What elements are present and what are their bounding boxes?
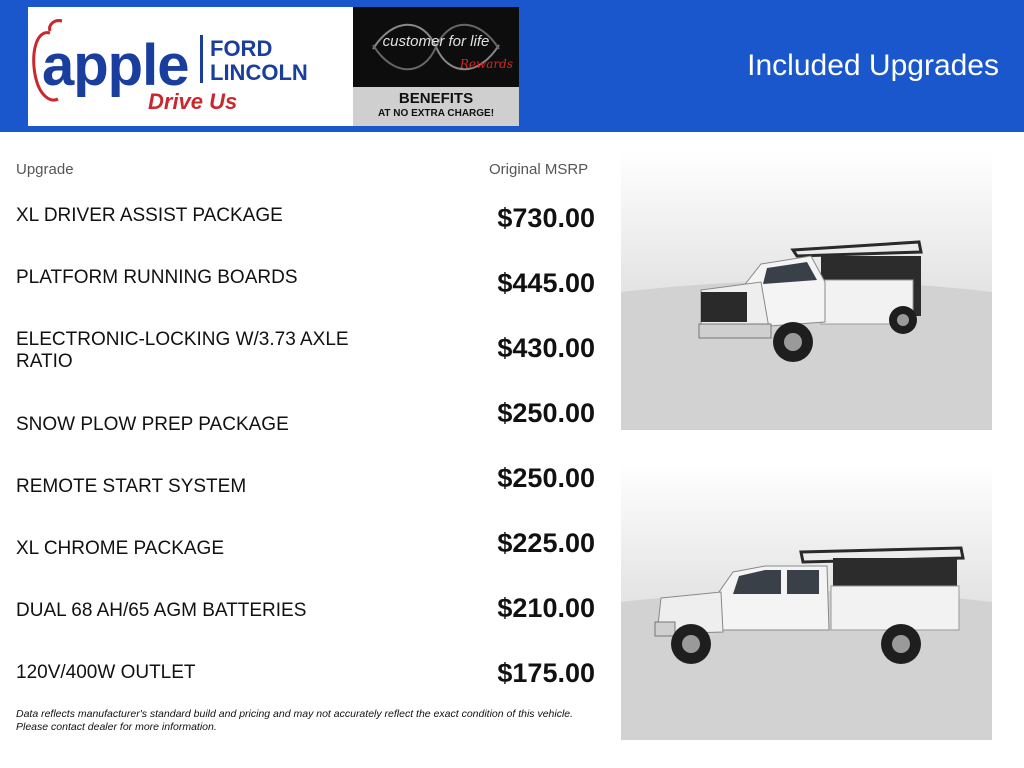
column-header-upgrade: Upgrade (16, 161, 74, 178)
upgrade-name: 120V/400W OUTLET (16, 662, 196, 683)
header-bar (0, 0, 1024, 132)
upgrade-name: XL DRIVER ASSIST PACKAGE (16, 205, 283, 226)
logo-divider (200, 35, 203, 83)
benefits-banner (353, 87, 519, 126)
benefits-subtitle: AT NO EXTRA CHARGE! (377, 108, 495, 119)
page-title: Included Upgrades (747, 49, 999, 82)
dealer-slogan: Drive Us (148, 89, 238, 114)
brand-ford: FORD (210, 36, 273, 61)
cfl-title: customer for life (382, 33, 490, 50)
column-header-msrp: Original MSRP (489, 161, 589, 178)
upgrade-name: XL CHROME PACKAGE (16, 538, 224, 559)
disclaimer (16, 708, 606, 734)
truck-front-three-quarter-icon (621, 152, 992, 430)
upgrade-price: $210.00 (497, 593, 595, 623)
disclaimer-line: Data reflects manufacturer's standard build and pricing and may not accurately reflect the exact condition of this vehicle. (16, 708, 574, 720)
disclaimer-line: Please contact dealer for more information. (16, 721, 217, 733)
cfl-rewards: Rewards (459, 57, 513, 71)
upgrade-name: REMOTE START SYSTEM (16, 476, 247, 497)
upgrade-name: PLATFORM RUNNING BOARDS (16, 267, 298, 288)
upgrade-price: $250.00 (497, 398, 595, 428)
dealer-name: apple (42, 33, 189, 98)
benefits-title: BENEFITS (398, 90, 474, 107)
upgrade-price: $730.00 (497, 203, 595, 233)
upgrade-name: ELECTRONIC-LOCKING W/3.73 AXLE RATIO (16, 329, 349, 372)
brand-names (210, 37, 308, 85)
upgrade-name: SNOW PLOW PREP PACKAGE (16, 414, 289, 435)
truck-side-profile-icon (621, 462, 992, 740)
upgrade-price: $430.00 (497, 333, 595, 363)
upgrade-price: $250.00 (497, 463, 595, 493)
brand-lincoln: LINCOLN (210, 60, 308, 85)
upgrade-price: $175.00 (497, 658, 595, 688)
truck-side-photo[interactable] (621, 462, 992, 740)
dealer-logo[interactable] (28, 7, 353, 126)
upgrade-price: $445.00 (497, 268, 595, 298)
truck-front-photo[interactable] (621, 152, 992, 430)
upgrade-name: DUAL 68 AH/65 AGM BATTERIES (16, 600, 307, 621)
upgrade-price: $225.00 (497, 528, 595, 558)
customer-for-life-logo[interactable] (353, 7, 519, 87)
